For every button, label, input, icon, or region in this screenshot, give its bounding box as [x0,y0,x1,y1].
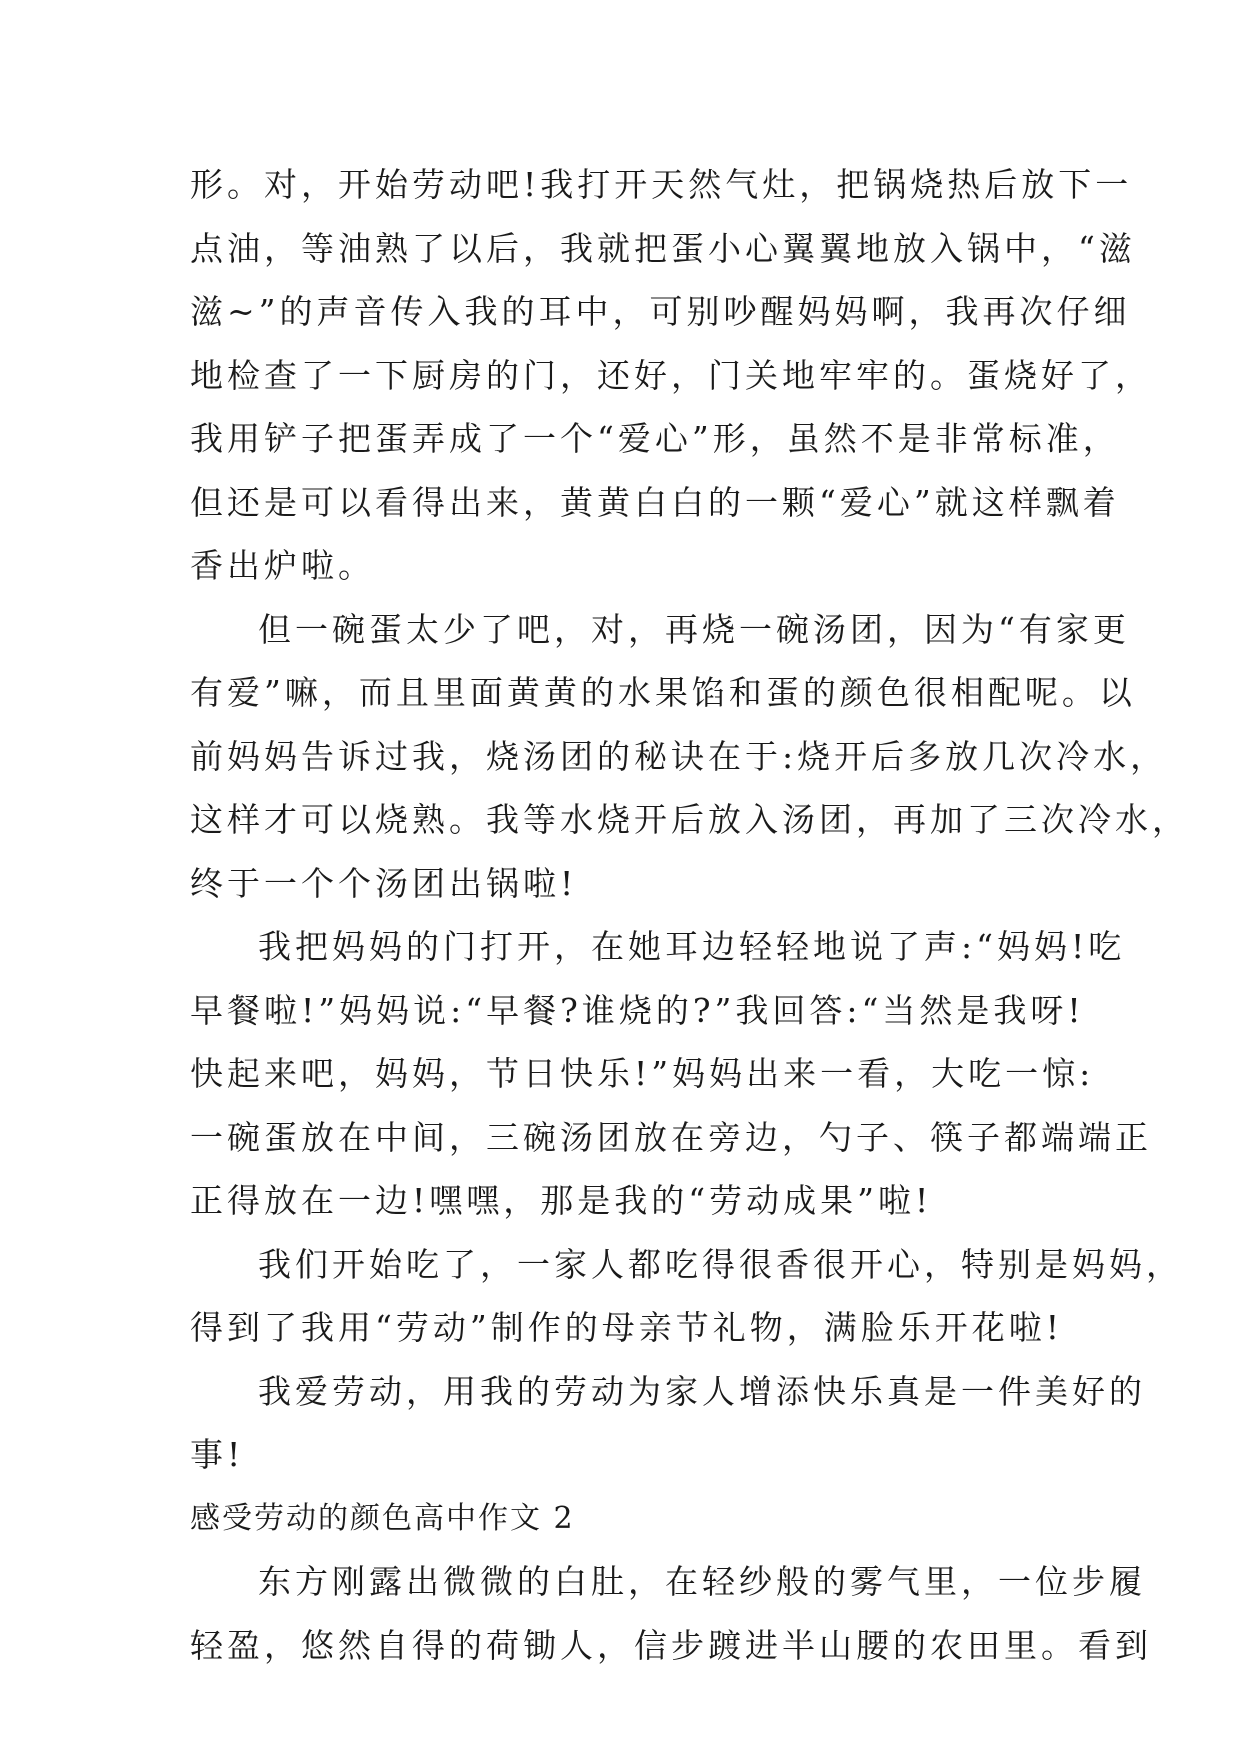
text-line: 轻盈，悠然自得的荷锄人，信步踱进半山腰的农田里。看到 [190,1625,1152,1665]
text-line: 有爱”嘛，而且里面黄黄的水果馅和蛋的颜色很相配呢。以 [190,673,1136,712]
paragraph [190,153,1152,598]
text-line: 我们开始吃了，一家人都吃得很香很开心，特别是妈妈， [258,1244,1183,1284]
paragraph [190,915,1152,1233]
text-line: 得到了我用“劳动”制作的母亲节礼物，满脸乐开花啦! [190,1308,1064,1347]
text-line: 形。对，开始劳动吧!我打开天然气灶，把锅烧热后放下一 [190,165,1133,204]
text-line: 快起来吧，妈妈，节日快乐!”妈妈出来一看，大吃一惊: [190,1054,1095,1093]
paragraph [190,1233,1183,1360]
text-line: 终于一个个汤团出锅啦! [190,863,578,903]
text-line: 我用铲子把蛋弄成了一个“爱心”形，虽然不是非常标准， [190,419,1120,458]
text-line: 事! [190,1435,245,1474]
text-line: 地检查了一下厨房的门，还好，门关地牢牢的。蛋烧好了， [190,355,1152,395]
paragraph [190,598,1189,916]
paragraph [190,1360,1146,1487]
text-line: 一碗蛋放在中间，三碗汤团放在旁边，勺子、筷子都端端正 [190,1117,1152,1157]
section-heading: 感受劳动的颜色高中作文 2 [190,1500,575,1536]
text-line: 点油，等油熟了以后，我就把蛋小心翼翼地放入锅中，“滋 [190,228,1136,268]
text-line: 这样才可以烧熟。我等水烧开后放入汤团，再加了三次冷水， [190,800,1189,839]
text-line: 早餐啦!”妈妈说:“早餐?谁烧的?”我回答:“当然是我呀! [190,990,1085,1030]
text-line: 东方刚露出微微的白肚，在轻纱般的雾气里，一位步履 [258,1562,1146,1601]
text-line: 但还是可以看得出来，黄黄白白的一颗“爱心”就这样飘着 [190,482,1120,522]
document-body [190,153,1189,1677]
text-line: 正得放在一边!嘿嘿，那是我的“劳动成果”啦! [190,1181,933,1220]
paragraph [190,1550,1152,1677]
text-line: 我把妈妈的门打开，在她耳边轻轻地说了声:“妈妈!吃 [258,927,1126,966]
text-line: 滋~”的声音传入我的耳中，可别吵醒妈妈啊，我再次仔细 [190,292,1131,331]
text-line: 但一碗蛋太少了吧，对，再烧一碗汤团，因为“有家更 [258,609,1130,649]
text-line: 我爱劳动，用我的劳动为家人增添快乐真是一件美好的 [258,1371,1146,1411]
text-line: 香出炉啦。 [190,546,375,585]
text-line: 前妈妈告诉过我，烧汤团的秘诀在于:烧开后多放几次冷水， [190,736,1168,776]
